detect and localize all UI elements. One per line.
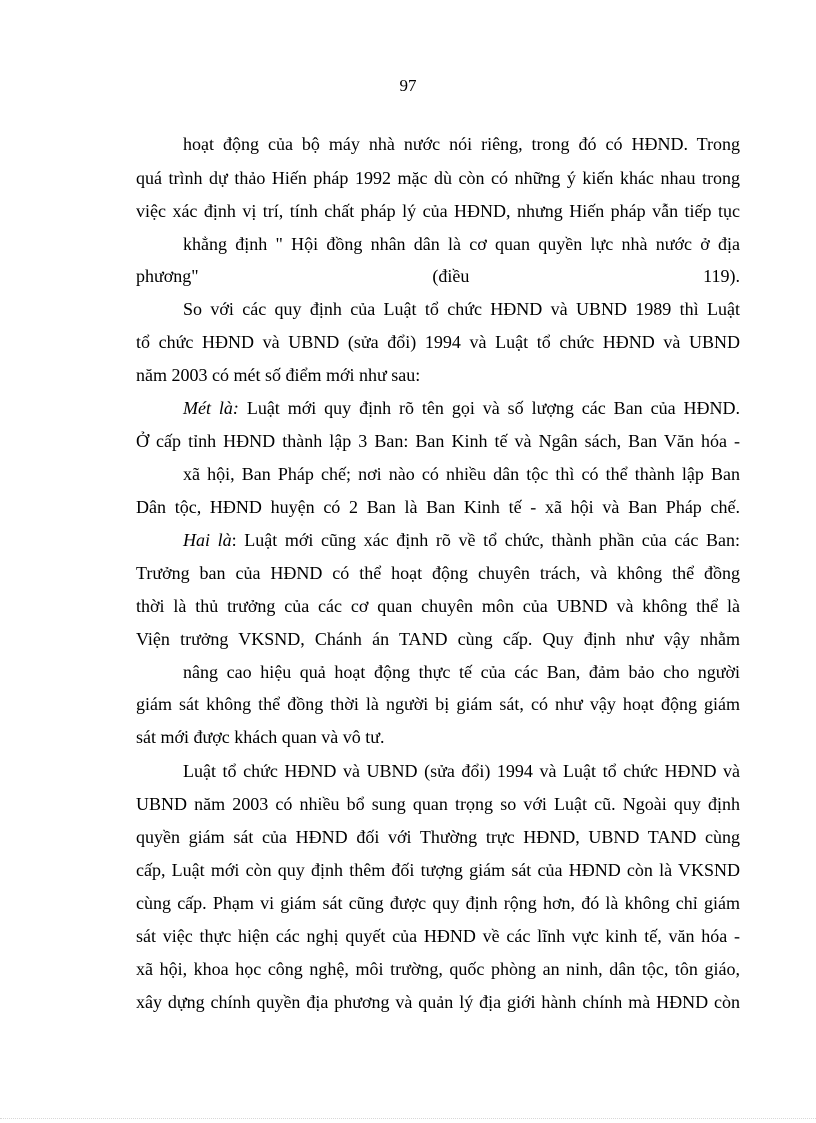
text-line: Ở cấp tỉnh HĐND thành lập 3 Ban: Ban Kinh tế và Ngân sách, Ban Văn hóa -	[136, 431, 740, 451]
text-line: năm 2003 có mét số điểm mới như sau:	[136, 365, 421, 385]
text-line: Viện trưởng VKSND, Chánh án TAND cùng cấp. Quy định như vậy nhằm	[136, 629, 740, 649]
page-bottom-divider	[0, 1118, 816, 1119]
page-number: 97	[399, 76, 417, 95]
italic-lead: Mét là:	[183, 398, 239, 418]
text-fragment: phương"	[136, 266, 199, 286]
text-line: So với các quy định của Luật tổ chức HĐND và UBND 1989 thì Luật	[183, 299, 740, 319]
text-line-with-lead	[183, 530, 740, 550]
text-line: quá trình dự thảo Hiến pháp 1992 mặc dù còn có những ý kiến khác nhau trong	[136, 168, 740, 188]
text-line: xây dựng chính quyền địa phương và quản lý địa giới hành chính mà HĐND còn	[136, 992, 740, 1012]
text-fragment: (điều	[432, 266, 470, 286]
text-line: hoạt động của bộ máy nhà nước nói riêng, trong đó có HĐND. Trong	[183, 134, 740, 154]
text-line: xã hội, Ban Pháp chế; nơi nào có nhiều dân tộc thì có thể thành lập Ban	[183, 464, 740, 484]
text-line: khẳng định " Hội đồng nhân dân là cơ quan quyền lực nhà nước ở địa	[183, 234, 740, 254]
text-line: nâng cao hiệu quả hoạt động thực tế của các Ban, đảm bảo cho người	[183, 662, 740, 682]
text-line: quyền giám sát của HĐND đối với Thường trực HĐND, UBND TAND cùng	[136, 827, 740, 847]
text-line: sát việc thực hiện các nghị quyết của HĐND về các lĩnh vực kinh tế, văn hóa -	[136, 926, 740, 946]
text-line: giám sát không thể đồng thời là người bị giám sát, có như vậy hoạt động giám	[136, 694, 740, 714]
text-line: sát mới được khách quan và vô tư.	[136, 727, 385, 747]
text-fragment: 119).	[703, 266, 740, 286]
text-line: thời là thủ trưởng của các cơ quan chuyên môn của UBND và không thể là	[136, 596, 740, 616]
text-line: Luật tổ chức HĐND và UBND (sửa đổi) 1994 và Luật tổ chức HĐND và	[183, 761, 740, 781]
text-fragment: Luật mới quy định rõ tên gọi và số lượng các Ban của HĐND.	[238, 398, 740, 418]
text-line: xã hội, khoa học công nghệ, môi trường, quốc phòng an ninh, dân tộc, tôn giáo,	[136, 959, 740, 979]
text-line-with-lead	[183, 398, 740, 418]
text-line: Dân tộc, HĐND huyện có 2 Ban là Ban Kinh tế - xã hội và Ban Pháp chế.	[136, 497, 740, 517]
text-line: Trưởng ban của HĐND có thể hoạt động chuyên trách, và không thể đồng	[136, 563, 740, 583]
italic-lead: Hai là	[183, 530, 232, 550]
text-line: cùng cấp. Phạm vi giám sát cũng được quy định rộng hơn, đó là không chỉ giám	[136, 893, 740, 913]
text-line: UBND năm 2003 có nhiều bổ sung quan trọng so với Luật cũ. Ngoài quy định	[136, 794, 740, 814]
text-line-spread	[136, 266, 740, 286]
text-line: việc xác định vị trí, tính chất pháp lý của HĐND, nhưng Hiến pháp vẫn tiếp tục	[136, 201, 740, 221]
text-fragment: : Luật mới cũng xác định rõ về tổ chức, thành phần của các Ban:	[231, 530, 740, 550]
text-line: cấp, Luật mới còn quy định thêm đối tượng giám sát của HĐND còn là VKSND	[136, 860, 740, 880]
text-line: tổ chức HĐND và UBND (sửa đổi) 1994 và Luật tổ chức HĐND và UBND	[136, 332, 740, 352]
